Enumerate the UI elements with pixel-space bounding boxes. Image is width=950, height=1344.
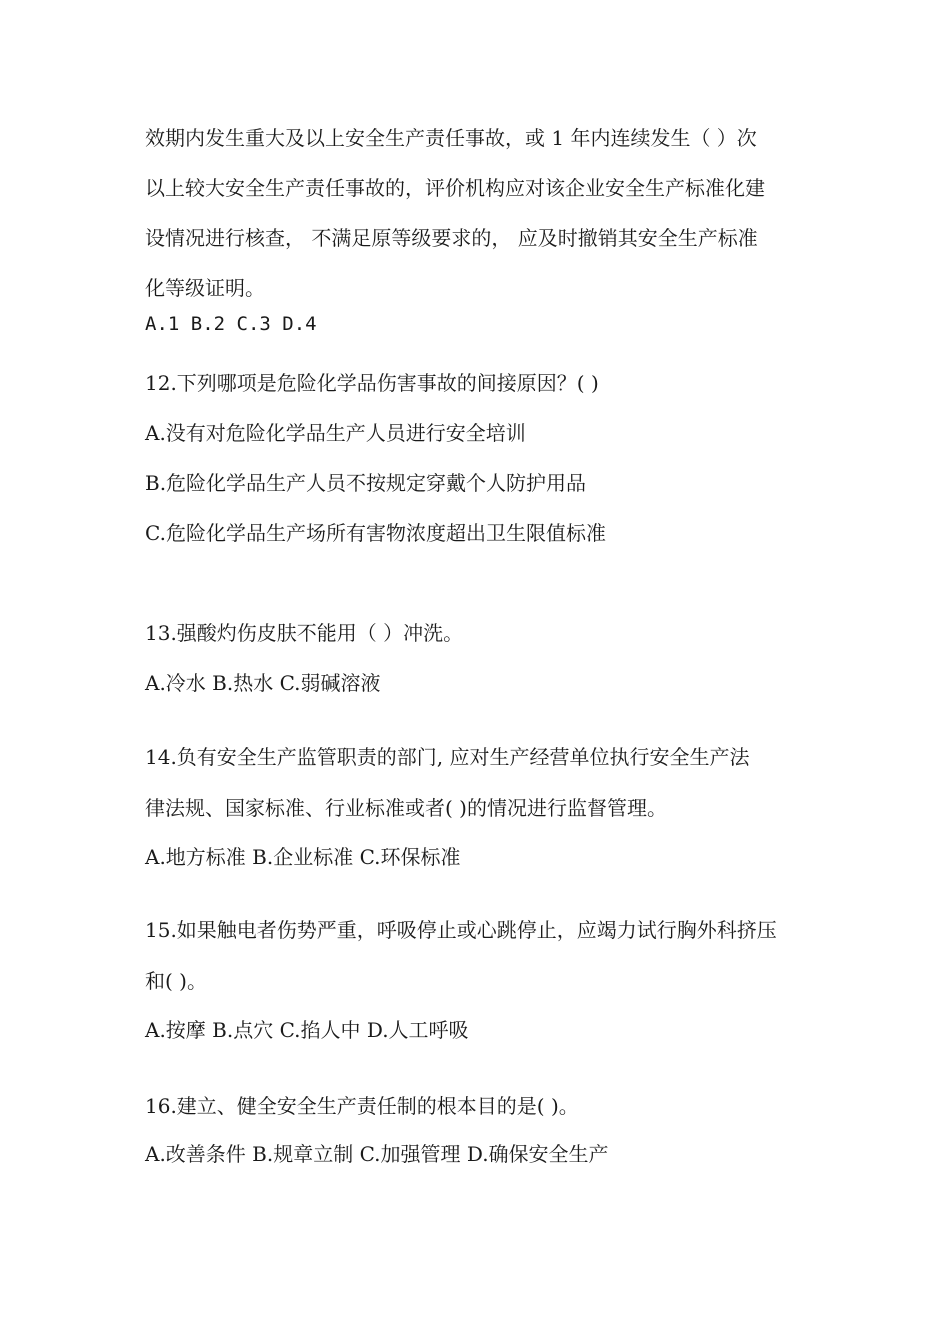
question-12-option-a: A.没有对危险化学品生产人员进行安全培训 xyxy=(145,421,526,445)
question-12-option-c: C.危险化学品生产场所有害物浓度超出卫生限值标准 xyxy=(145,521,606,545)
question-14-line-1: 14.负有安全生产监管职责的部门, 应对生产经营单位执行安全生产法 xyxy=(145,745,750,769)
question-11-line-3: 设情况进行核查， 不满足原等级要求的， 应及时撤销其安全生产标准 xyxy=(145,226,758,250)
question-11-line-4: 化等级证明。 xyxy=(145,276,265,300)
question-11-line-1: 效期内发生重大及以上安全生产责任事故，或 1 年内连续发生（ ）次 xyxy=(145,126,757,150)
question-12-option-b: B.危险化学品生产人员不按规定穿戴个人防护用品 xyxy=(145,471,587,495)
question-15-line-1: 15.如果触电者伤势严重，呼吸停止或心跳停止，应竭力试行胸外科挤压 xyxy=(145,918,777,942)
question-14-options: A.地方标准 B.企业标准 C.环保标准 xyxy=(145,845,461,869)
question-13-text: 13.强酸灼伤皮肤不能用（ ）冲洗。 xyxy=(145,621,464,645)
question-16-options: A.改善条件 B.规章立制 C.加强管理 D.确保安全生产 xyxy=(145,1142,609,1166)
question-12-text: 12.下列哪项是危险化学品伤害事故的间接原因？( ) xyxy=(145,371,599,395)
question-11-options: A.1 B.2 C.3 D.4 xyxy=(145,313,317,335)
question-13-options: A.冷水 B.热水 C.弱碱溶液 xyxy=(145,671,381,695)
question-16-text: 16.建立、健全安全生产责任制的根本目的是( )。 xyxy=(145,1094,579,1118)
question-11-line-2: 以上较大安全生产责任事故的，评价机构应对该企业安全生产标准化建 xyxy=(145,176,765,200)
question-15-options: A.按摩 B.点穴 C.掐人中 D.人工呼吸 xyxy=(145,1018,469,1042)
question-14-line-2: 律法规、国家标准、行业标准或者( )的情况进行监督管理。 xyxy=(145,796,667,820)
question-15-line-2: 和( )。 xyxy=(145,969,207,993)
